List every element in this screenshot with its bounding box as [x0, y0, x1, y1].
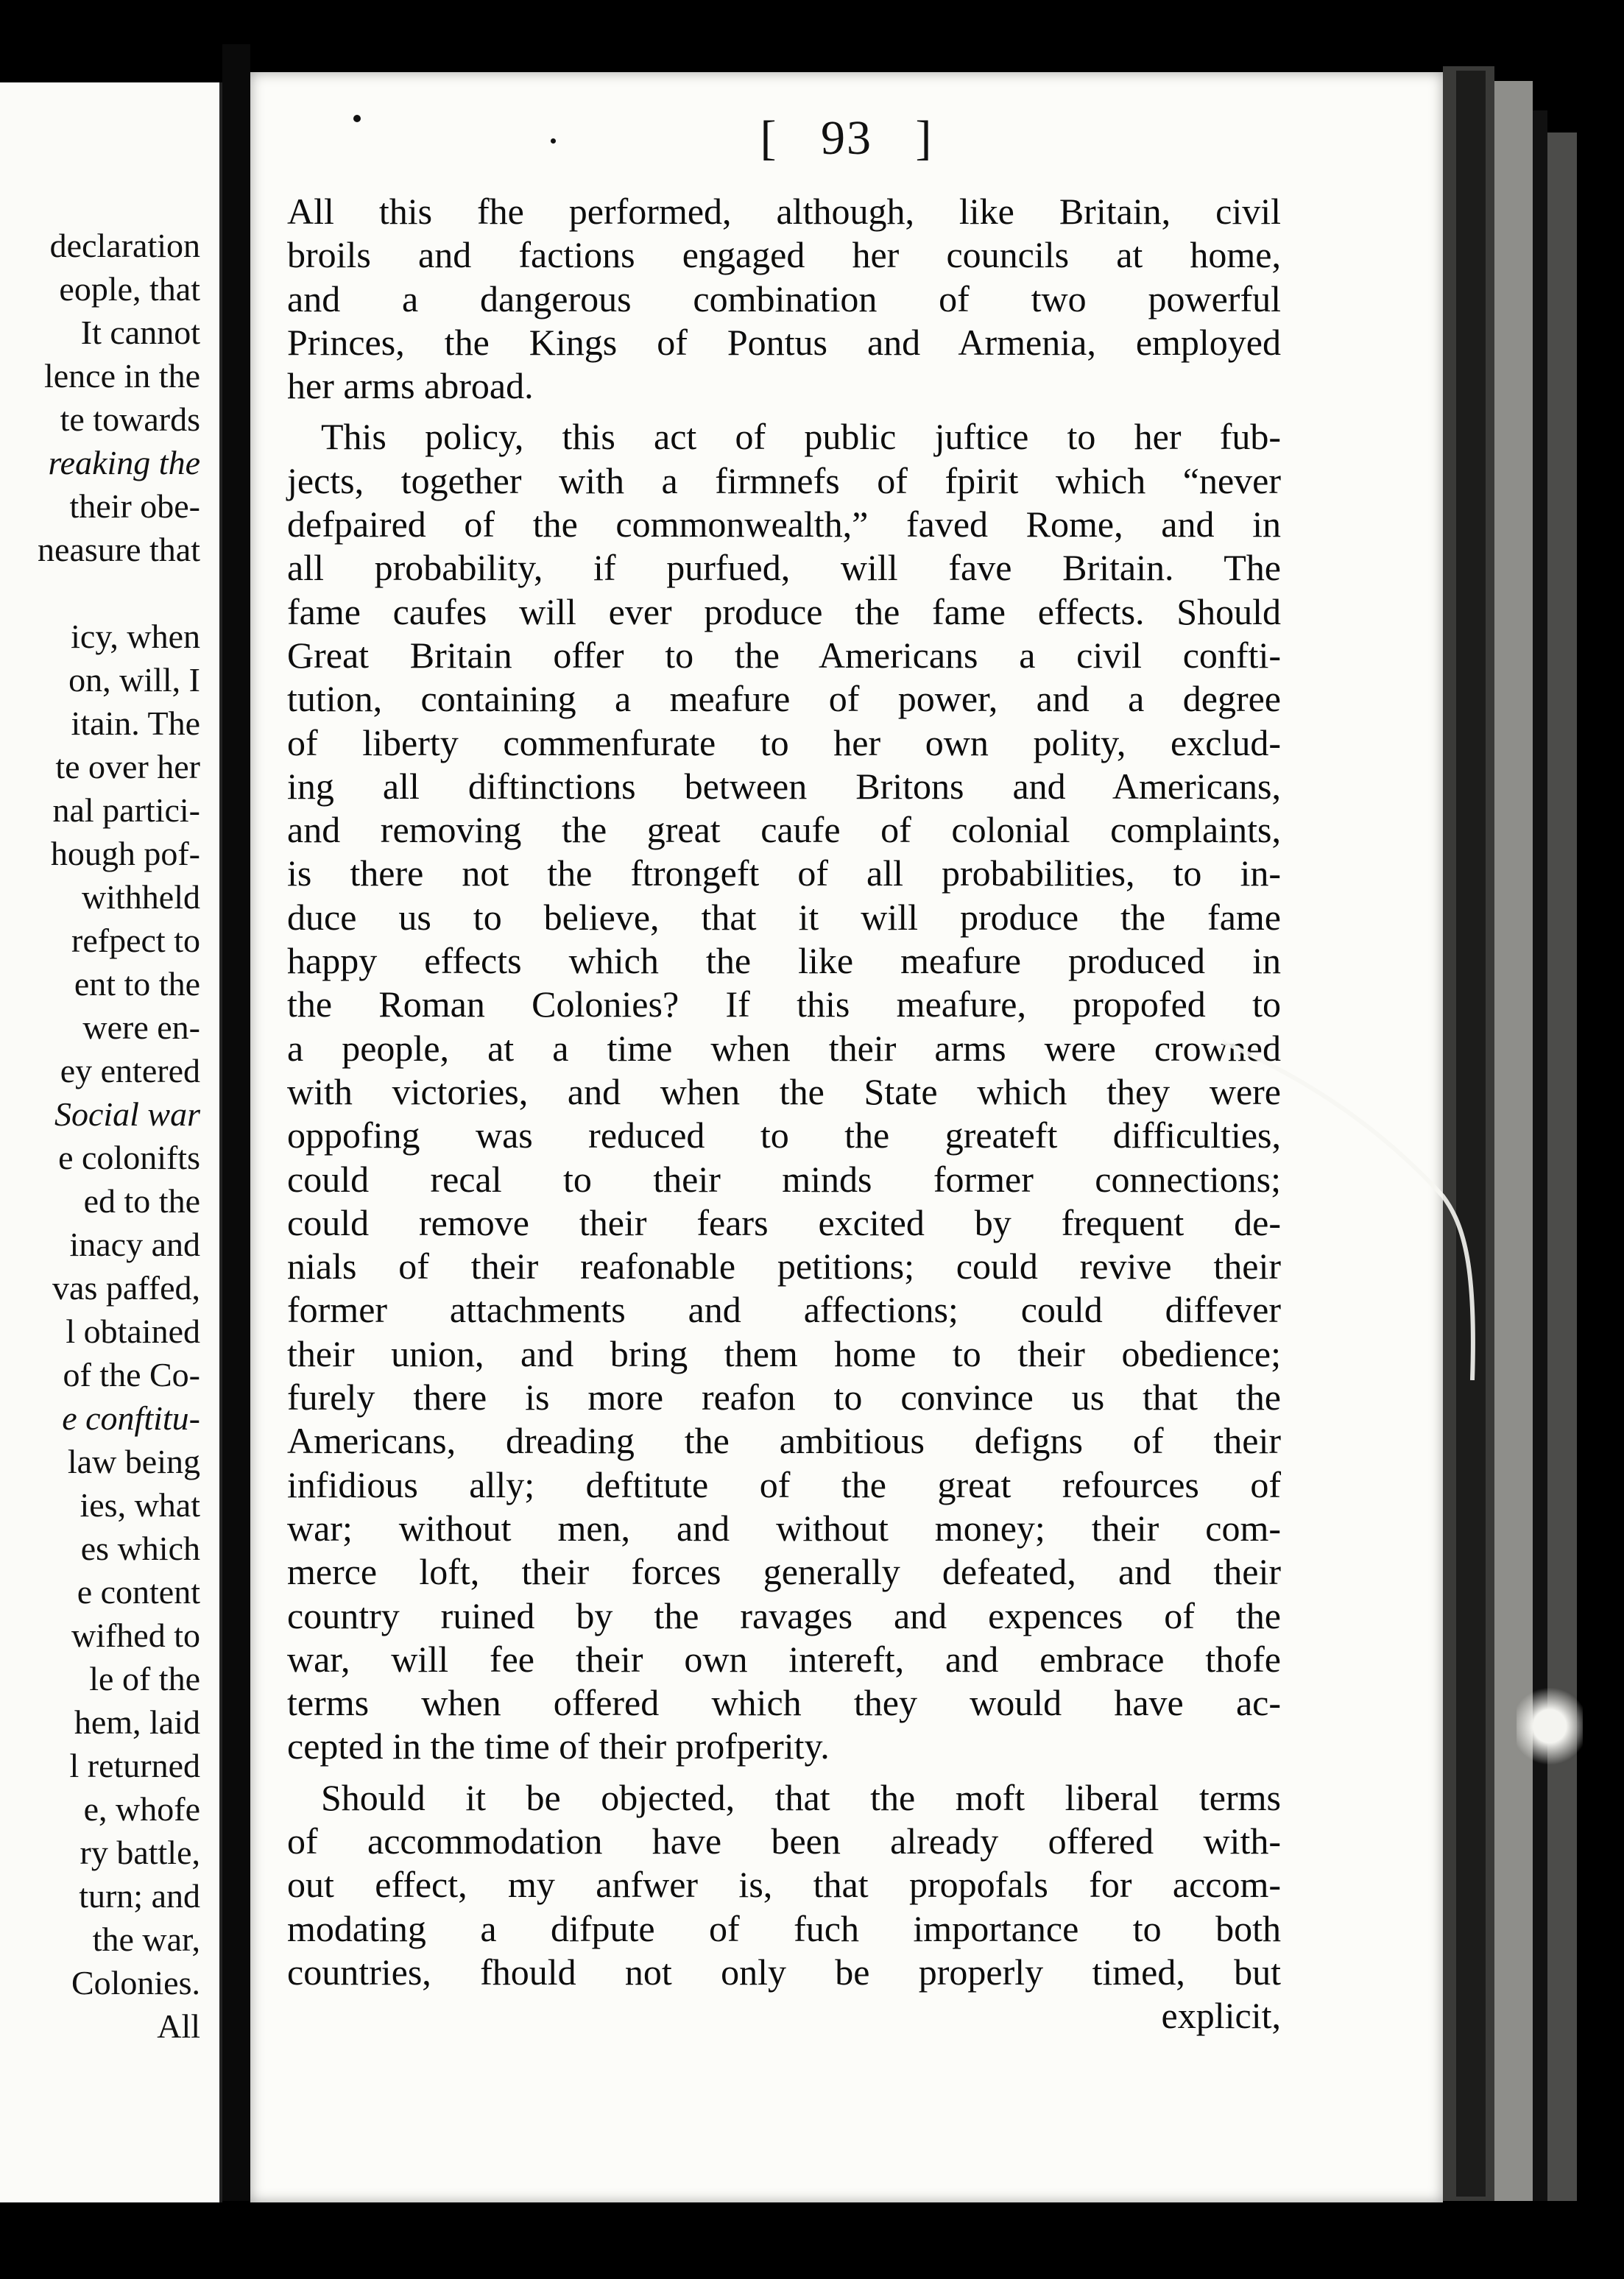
left-page-line: reaking the	[48, 444, 200, 481]
left-page-line: hough pof-	[50, 835, 200, 872]
text-line: happy effects which the like meafure produced in	[287, 940, 1281, 982]
left-page-line: turn; and	[79, 1877, 200, 1915]
page-header	[250, 110, 1443, 166]
left-page-line: l obtained	[66, 1312, 200, 1350]
left-page-line	[0, 571, 200, 615]
text-line: infidious ally; deftitute of the great refources of	[287, 1463, 1281, 1505]
text-line: furely there is more reafon to convince us that the	[287, 1377, 1281, 1418]
catchword: explicit,	[1161, 1995, 1281, 2037]
left-page-line: ent to the	[74, 965, 200, 1003]
text-line: with victories, and when the State which they were	[287, 1070, 1281, 1112]
text-line: of liberty commenfurate to her own polity, exclud-	[287, 721, 1281, 763]
text-line: oppofing was reduced to the greateft difficulties,	[287, 1114, 1281, 1156]
text-line: their union, and bring them home to their obedience;	[287, 1332, 1281, 1374]
left-page-line: te over her	[55, 748, 200, 785]
left-page-line: hem, laid	[74, 1703, 200, 1741]
text-line: duce us to believe, that it will produce the fame	[287, 896, 1281, 938]
page-edge	[1494, 81, 1533, 2201]
header-open-bracket: [	[760, 111, 778, 165]
left-page-catchword: All	[157, 2007, 200, 2045]
text-line: Should it be objected, that the moft liberal terms	[321, 1776, 1281, 1818]
text-line: her arms abroad.	[287, 365, 534, 407]
text-line: is there not the ftrongeft of all probabilities, to in-	[287, 852, 1281, 894]
left-page-line: eople, that	[59, 270, 200, 308]
left-page-line: Colonies.	[71, 1964, 200, 2001]
left-page-line: law being	[67, 1443, 200, 1480]
text-line: former attachments and affections; could diffever	[287, 1289, 1281, 1331]
left-page-line: ed to the	[83, 1182, 200, 1220]
left-page-line: ies, what	[80, 1486, 200, 1524]
left-page-line: their obe-	[69, 487, 200, 525]
left-page-line: ry battle,	[80, 1834, 200, 1871]
text-line: fame caufes will ever produce the fame effects. Should	[287, 590, 1281, 632]
text-line: countries, fhould not only be properly timed, but	[287, 1951, 1281, 1993]
scan-speck	[1517, 1682, 1583, 1770]
text-line: terms when offered which they would have ac-	[287, 1682, 1281, 1724]
text-line: could remove their fears excited by frequent de-	[287, 1201, 1281, 1243]
text-line: all probability, if purfued, will fave Britain. The	[287, 547, 1281, 589]
text-line: country ruined by the ravages and expences of the	[287, 1594, 1281, 1636]
paragraph-gap	[287, 1769, 1281, 1776]
left-page-text-fragments	[0, 224, 200, 2048]
text-line: tution, containing a meafure of power, and a degree	[287, 678, 1281, 720]
left-page-line: e conftitu-	[62, 1399, 200, 1437]
left-page-line: inacy and	[69, 1226, 200, 1263]
left-page-line: nal partici-	[52, 791, 200, 829]
text-line: Great Britain offer to the Americans a civil confti-	[287, 634, 1281, 676]
left-page-line: of the Co-	[63, 1356, 200, 1393]
left-page-line: es which	[80, 1530, 200, 1567]
text-line: war; without men, and without money; their com-	[287, 1507, 1281, 1549]
text-line: ing all diftinctions between Britons and Americans,	[287, 765, 1281, 807]
text-line: merce loft, their forces generally defeated, and their	[287, 1551, 1281, 1593]
left-page-line: Social war	[54, 1095, 200, 1133]
text-line: a people, at a time when their arms were crowned	[287, 1027, 1281, 1069]
text-line: Princes, the Kings of Pontus and Armenia, employed	[287, 321, 1281, 363]
left-page-line: l returned	[69, 1747, 200, 1784]
text-line: and a dangerous combination of two powerful	[287, 278, 1281, 319]
left-page-line: wifhed to	[71, 1616, 200, 1654]
text-line: the Roman Colonies? If this meafure, propofed to	[287, 983, 1281, 1025]
text-line: modating a difpute of fuch importance to both	[287, 1907, 1281, 1949]
left-page-line: ey entered	[60, 1052, 200, 1089]
text-line: could recal to their minds former connections;	[287, 1158, 1281, 1200]
book-gutter	[222, 44, 250, 2201]
page-body	[287, 190, 1281, 2038]
left-page-line: le of the	[89, 1660, 200, 1697]
left-page-line: declaration	[49, 227, 200, 264]
left-page-line: refpect to	[71, 922, 200, 959]
text-line: defpaired of the commonwealth,” faved Rome, and in	[287, 504, 1281, 545]
page-edge	[1533, 110, 1547, 2201]
left-page-line: vas paffed,	[52, 1269, 200, 1307]
left-page-line: the war,	[92, 1921, 200, 1958]
left-page-line: neasure that	[38, 531, 200, 568]
left-page-line: It cannot	[80, 314, 200, 351]
text-line: jects, together with a firmnefs of fpirit which “never	[287, 459, 1281, 501]
text-line: and removing the great caufe of colonial complaints,	[287, 809, 1281, 851]
left-page-line: withheld	[82, 878, 200, 916]
text-line: This policy, this act of public juftice to her fub-	[321, 416, 1281, 458]
scan-scratch	[1222, 1027, 1487, 1380]
left-page-line: itain. The	[71, 704, 200, 742]
text-line: Americans, dreading the ambitious defigns of their	[287, 1420, 1281, 1462]
left-page-line: e, whofe	[83, 1790, 200, 1828]
text-line: war, will fee their own intereft, and embrace thofe	[287, 1638, 1281, 1680]
left-page-line: on, will, I	[68, 661, 200, 699]
page-number: 93	[821, 111, 872, 165]
left-page-line: e content	[77, 1573, 200, 1611]
paragraph-gap	[287, 408, 1281, 415]
text-line: cepted in the time of their profperity.	[287, 1725, 830, 1767]
header-close-bracket: ]	[915, 111, 933, 165]
left-page-line: icy, when	[71, 618, 200, 655]
left-facing-page	[0, 82, 222, 2202]
left-page-line: lence in the	[43, 357, 200, 395]
text-line: of accommodation have been already offered with-	[287, 1820, 1281, 1862]
text-line: All this fhe performed, although, like Britain, civil	[287, 191, 1281, 232]
text-line: out effect, my anfwer is, that propofals for accom-	[287, 1864, 1281, 1906]
text-line: nials of their reafonable petitions; could revive their	[287, 1246, 1281, 1287]
left-page-line: e colonifts	[58, 1139, 200, 1176]
left-page-line: te towards	[60, 400, 200, 438]
left-page-line: were en-	[82, 1008, 200, 1046]
page-edge	[1547, 132, 1577, 2201]
text-line: broils and factions engaged her councils at home,	[287, 234, 1281, 276]
